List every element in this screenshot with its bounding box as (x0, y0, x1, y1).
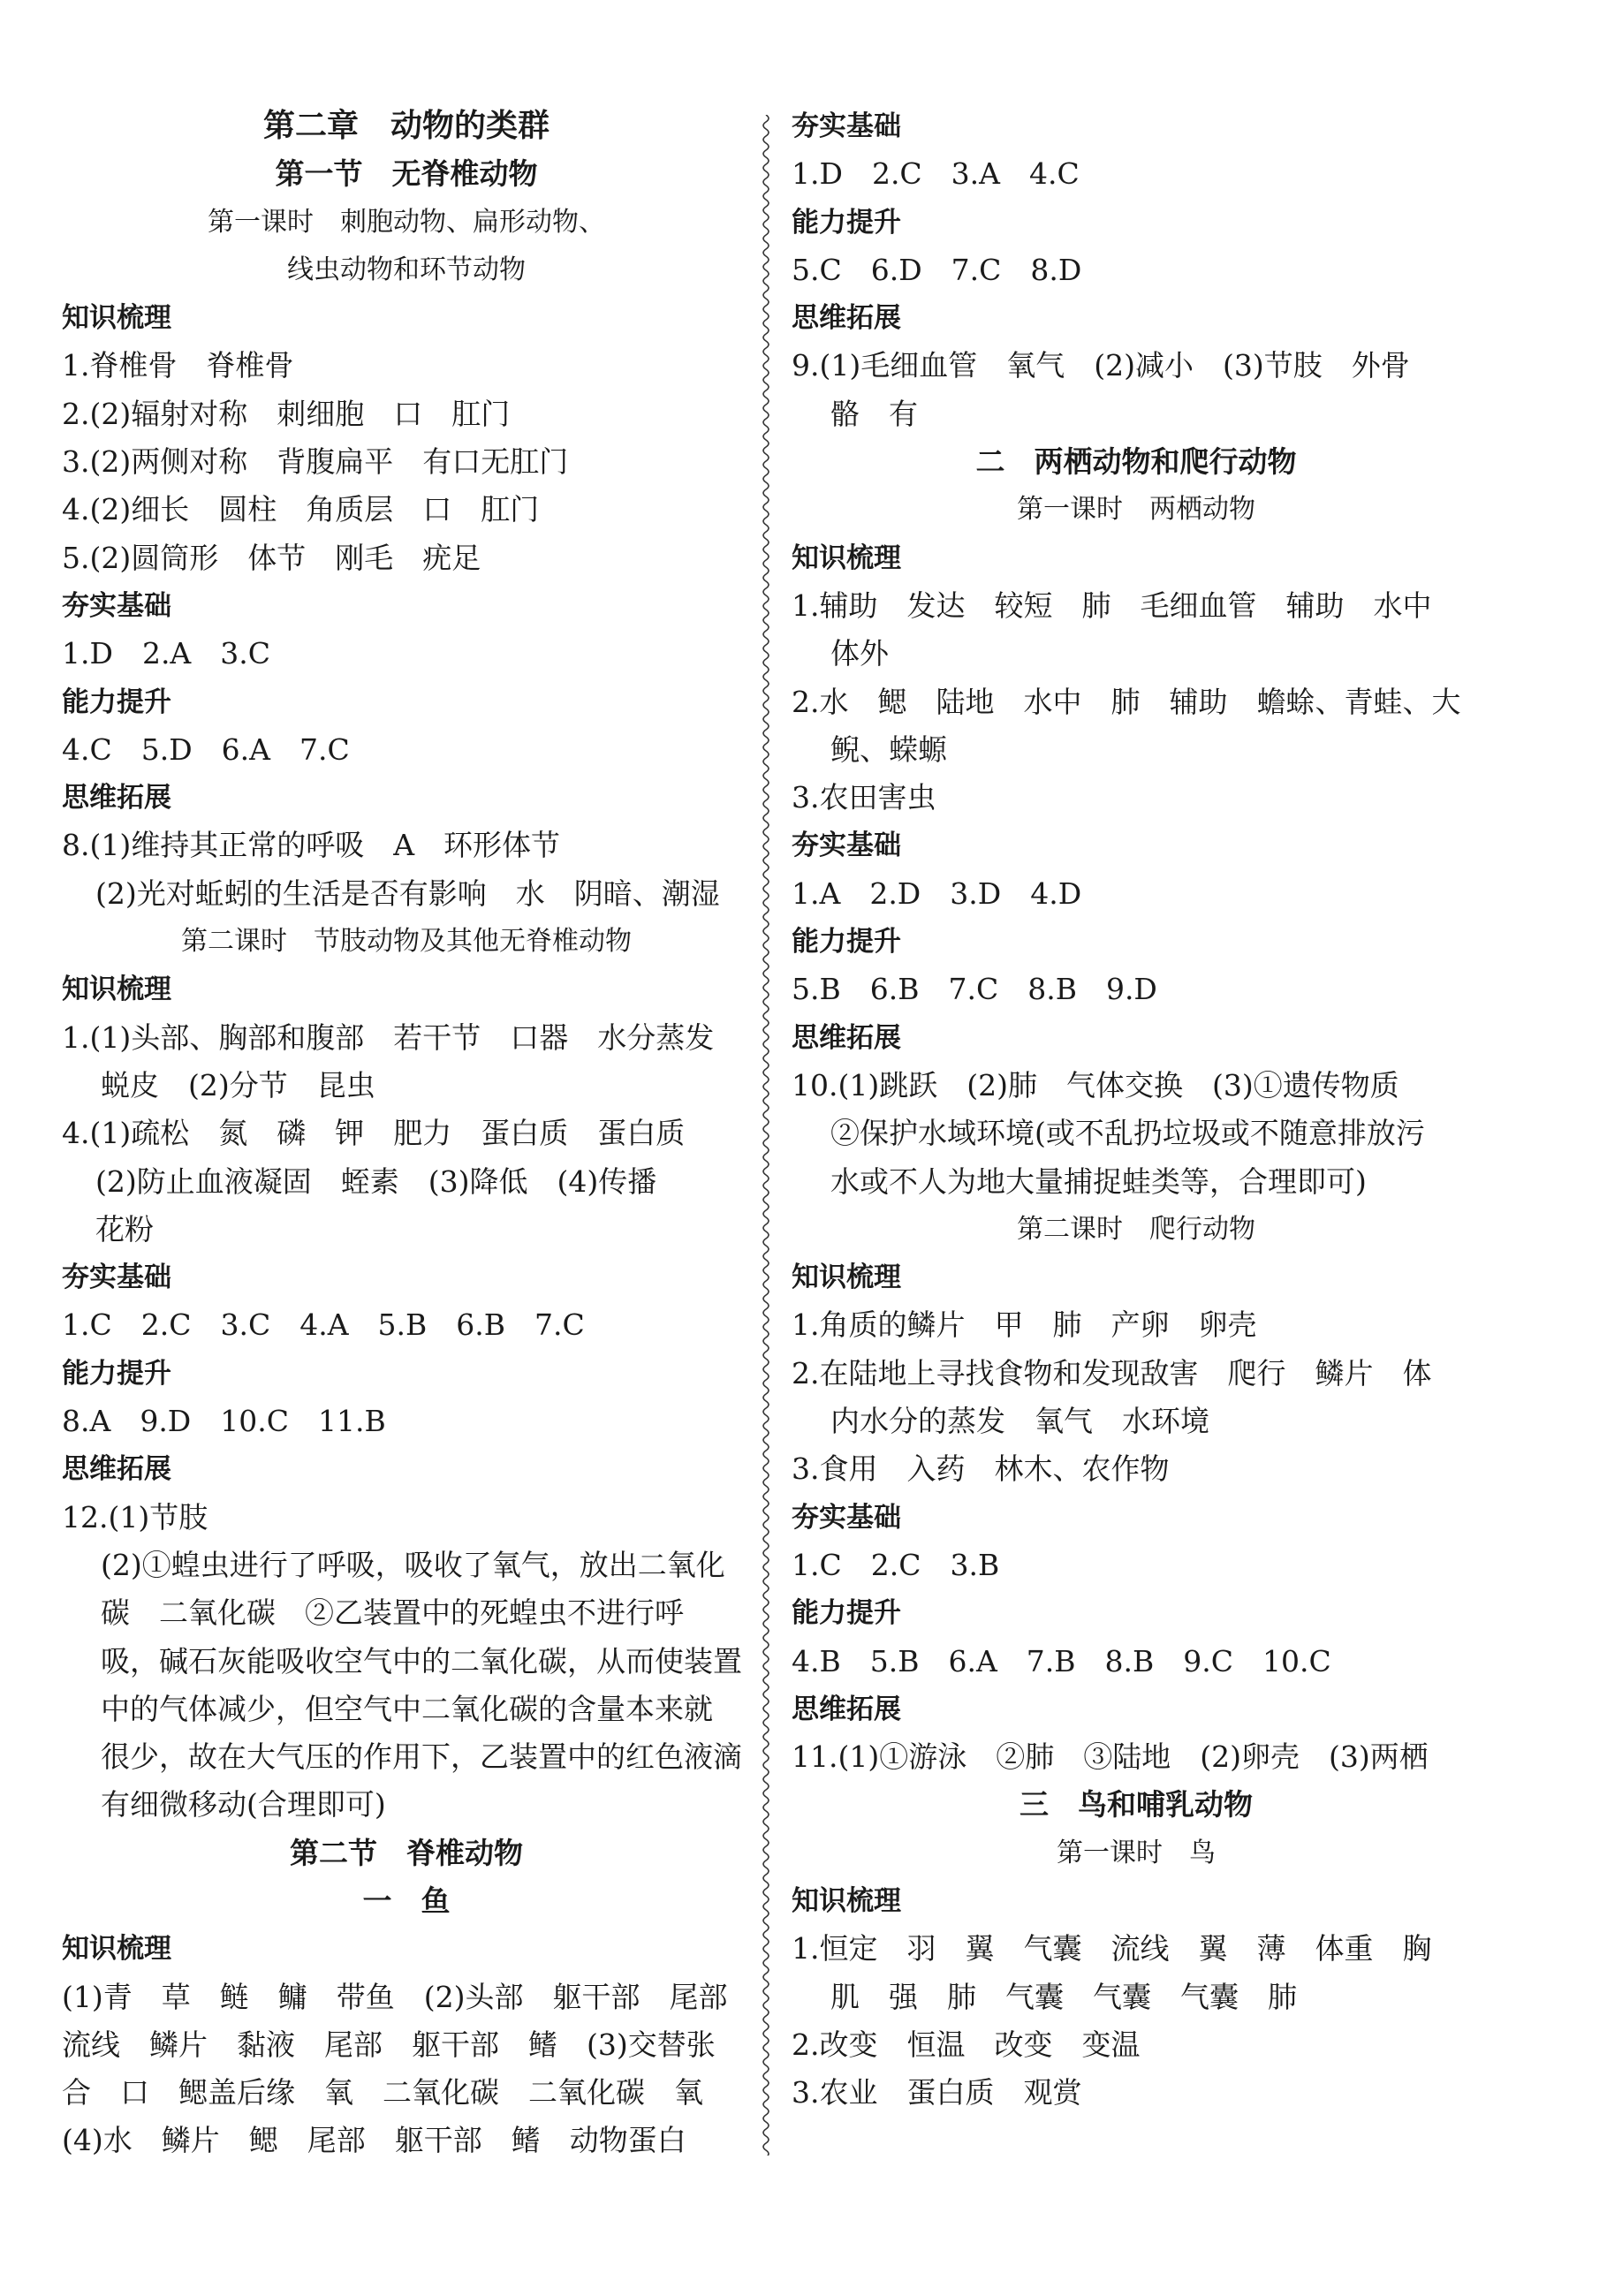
answer-line: 5.B 6.B 7.C 8.B 9.D (792, 972, 1157, 1007)
answer-line: 体外 (830, 636, 889, 671)
answer-line: 1.A 2.D 3.D 4.D (792, 875, 1082, 911)
left-column (62, 102, 751, 2165)
column-divider (760, 115, 772, 2156)
chapter-title: 第二章 动物的类群 (262, 108, 550, 144)
answer-line: 5.(2)圆筒形 体节 刚毛 疣足 (62, 540, 481, 575)
answer-line: 4.C 5.D 6.A 7.C (62, 731, 350, 767)
subsection-heading: 知识梳理 (62, 1933, 171, 1966)
answer-line: 4.B 5.B 6.A 7.B 8.B 9.C 10.C (792, 1643, 1331, 1678)
answer-line: (1)青 草 鲢 鳙 带鱼 (2)头部 躯干部 尾部 (62, 1979, 728, 2014)
answer-line: 11.(1)①游泳 ②肺 ③陆地 (2)卵壳 (3)两栖 (792, 1739, 1429, 1775)
answer-line: 1.D 2.C 3.A 4.C (792, 156, 1080, 192)
answer-line: 12.(1)节肢 (62, 1499, 208, 1534)
answer-line: 3.(2)两侧对称 背腹扁平 有口无肛门 (62, 444, 569, 480)
answer-line: 5.C 6.D 7.C 8.D (792, 252, 1082, 287)
lesson-title: 第二课时 爬行动物 (1017, 1213, 1255, 1245)
answer-line: 4.(1)疏松 氮 磷 钾 肥力 蛋白质 蛋白质 (62, 1116, 686, 1151)
section-title: 第一节 无脊椎动物 (275, 156, 538, 192)
answer-line: 中的气体减少，但空气中二氧化碳的含量本来就 (101, 1691, 713, 1726)
answer-line: 有细微移动(合理即可) (101, 1787, 386, 1822)
answer-line: 1.D 2.A 3.C (62, 636, 270, 671)
answer-line: 蜕皮 (2)分节 昆虫 (101, 1067, 375, 1103)
answer-line: (4)水 鳞片 鳃 尾部 躯干部 鳍 动物蛋白 (62, 2123, 686, 2158)
section-title: 二 两栖动物和爬行动物 (975, 444, 1297, 480)
answer-line: 2.在陆地上寻找食物和发现敌害 爬行 鳞片 体 (792, 1355, 1432, 1390)
answer-line: 鲵、蝾螈 (830, 731, 947, 767)
subsection-heading: 知识梳理 (62, 302, 171, 335)
answer-line: 3.食用 入药 林木、农作物 (792, 1451, 1170, 1487)
subsection-heading: 能力提升 (792, 206, 901, 239)
subsection-heading: 知识梳理 (62, 974, 171, 1006)
answer-line: 4.(2)细长 圆柱 角质层 口 肛门 (62, 492, 540, 527)
subsection-heading: 思维拓展 (792, 302, 901, 335)
subsection-heading: 思维拓展 (792, 1021, 901, 1054)
subsection-heading: 知识梳理 (792, 1884, 901, 1917)
answer-line: 1.辅助 发达 较短 肺 毛细血管 辅助 水中 (792, 587, 1432, 623)
answer-line: 碳 二氧化碳 ②乙装置中的死蝗虫不进行呼 (101, 1595, 684, 1631)
answer-line: 8.(1)维持其正常的呼吸 A 环形体节 (62, 828, 561, 863)
lesson-title: 第一课时 鸟 (1057, 1837, 1216, 1868)
lesson-title: 线虫动物和环节动物 (287, 254, 526, 285)
answer-line: 1.恒定 羽 翼 气囊 流线 翼 薄 体重 胸 (792, 1931, 1432, 1966)
subsection-heading: 夯实基础 (62, 1262, 171, 1294)
answer-line: 1.C 2.C 3.C 4.A 5.B 6.B 7.C (62, 1307, 585, 1343)
answer-line: 很少，故在大气压的作用下，乙装置中的红色液滴 (101, 1739, 742, 1775)
answer-line: 3.农业 蛋白质 观赏 (792, 2075, 1082, 2110)
subsection-heading: 能力提升 (792, 926, 901, 959)
subsection-heading: 思维拓展 (62, 782, 171, 815)
answer-line: 肌 强 肺 气囊 气囊 气囊 肺 (830, 1979, 1297, 2014)
answer-line: 骼 有 (830, 396, 918, 431)
section-title: 一 鱼 (362, 1883, 451, 1918)
subsection-heading: 夯实基础 (62, 589, 171, 622)
section-title: 第二节 脊椎动物 (290, 1835, 523, 1870)
answer-line: 2.改变 恒温 改变 变温 (792, 2027, 1141, 2062)
subsection-heading: 能力提升 (62, 686, 171, 718)
answer-line: 流线 鳞片 黏液 尾部 躯干部 鳍 (3)交替张 (62, 2027, 716, 2062)
answer-line: 1.角质的鳞片 甲 肺 产卵 卵壳 (792, 1307, 1257, 1343)
answer-line: 8.A 9.D 10.C 11.B (62, 1404, 386, 1439)
subsection-heading: 能力提升 (62, 1357, 171, 1390)
answer-line: 9.(1)毛细血管 氧气 (2)减小 (3)节肢 外骨 (792, 348, 1410, 383)
answer-line: 内水分的蒸发 氧气 水环境 (830, 1404, 1209, 1439)
answer-line: 合 口 鳃盖后缘 氧 二氧化碳 二氧化碳 氧 (62, 2075, 703, 2110)
answer-line: 吸，碱石灰能吸收空气中的二氧化碳，从而使装置 (101, 1643, 742, 1678)
answer-line: 2.(2)辐射对称 刺细胞 口 肛门 (62, 396, 511, 431)
section-title: 三 鸟和哺乳动物 (1020, 1787, 1253, 1822)
answer-line: (2)光对蚯蚓的生活是否有影响 水 阴暗、潮湿 (95, 875, 720, 911)
right-column (792, 102, 1481, 2117)
answer-line: 1.(1)头部、胸部和腹部 若干节 口器 水分蒸发 (62, 1019, 715, 1055)
answer-line: 水或不人为地大量捕捉蛙类等，合理即可) (830, 1163, 1367, 1199)
subsection-heading: 夯实基础 (792, 1501, 901, 1534)
answer-line: 2.水 鳃 陆地 水中 肺 辅助 蟾蜍、青蛙、大 (792, 684, 1461, 719)
answer-line: 10.(1)跳跃 (2)肺 气体交换 (3)①遗传物质 (792, 1067, 1399, 1103)
subsection-heading: 夯实基础 (792, 830, 901, 862)
subsection-heading: 思维拓展 (792, 1693, 901, 1725)
lesson-title: 第二课时 节肢动物及其他无脊椎动物 (181, 926, 632, 958)
subsection-heading: 夯实基础 (792, 110, 901, 142)
subsection-heading: 能力提升 (792, 1597, 901, 1630)
answer-line: 1.C 2.C 3.B (792, 1547, 1000, 1582)
subsection-heading: 知识梳理 (792, 1262, 901, 1294)
lesson-title: 第一课时 两栖动物 (1017, 494, 1255, 526)
answer-line: 1.脊椎骨 脊椎骨 (62, 348, 294, 383)
answer-line: ②保护水域环境(或不乱扔垃圾或不随意排放污 (830, 1116, 1425, 1151)
answer-line: (2)①蝗虫进行了呼吸，吸收了氧气，放出二氧化 (101, 1547, 725, 1582)
subsection-heading: 思维拓展 (62, 1453, 171, 1486)
answer-line: (2)防止血液凝固 蛭素 (3)降低 (4)传播 (95, 1163, 657, 1199)
answer-line: 3.农田害虫 (792, 780, 936, 815)
lesson-title: 第一课时 刺胞动物、扁形动物、 (208, 206, 605, 238)
answer-line: 花粉 (95, 1211, 154, 1247)
subsection-heading: 知识梳理 (792, 542, 901, 574)
